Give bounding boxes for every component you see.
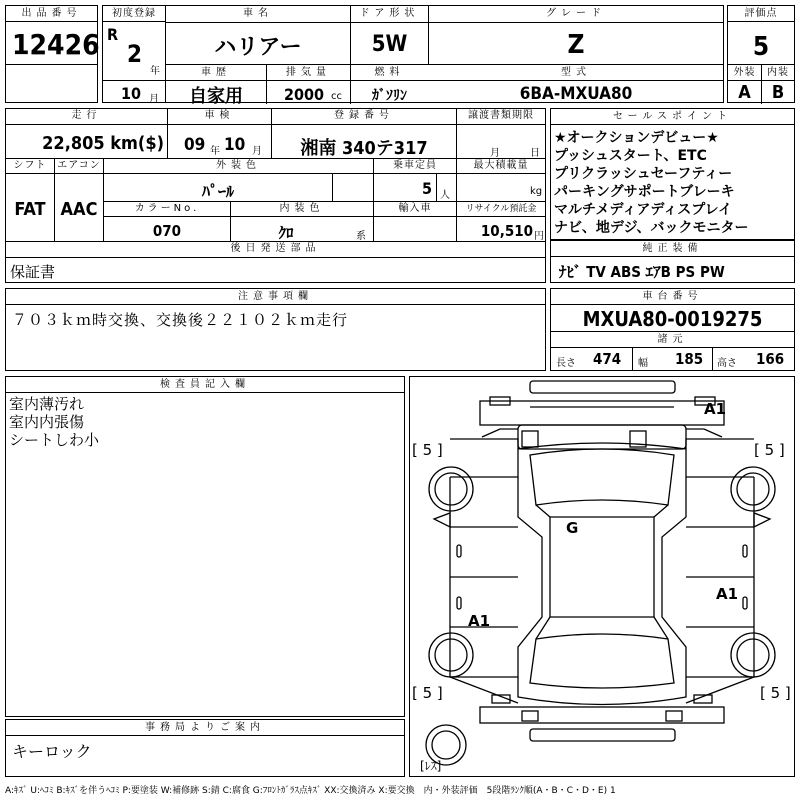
chassis-box <box>550 288 795 371</box>
list-item: プッシュスタート、ETC <box>554 148 707 164</box>
int-color-label: 内装色 <box>279 203 325 214</box>
header-grid <box>165 5 724 107</box>
car-diagram <box>410 377 794 776</box>
parts-label: 後日発送部品 <box>230 243 321 254</box>
chassis-label: 車台番号 <box>551 289 794 305</box>
mileage: 22,805 km($) <box>42 133 164 154</box>
plate: 湘南 340テ317 <box>300 138 428 159</box>
inspector-box <box>5 376 405 717</box>
width: 185 <box>675 350 704 368</box>
length-label: 長さ <box>556 358 576 369</box>
history: 自家用 <box>189 86 243 107</box>
grade: Z <box>567 30 585 60</box>
equipment-label: 純正装備 <box>551 241 794 257</box>
displacement-label: 排気量 <box>286 67 331 78</box>
parts-value: 保証書 <box>10 263 56 281</box>
tire-rear-left: [ 5 ] <box>412 684 443 702</box>
load-label: 最大積載量 <box>473 160 529 171</box>
ac-label: エアコン <box>57 160 101 171</box>
damage-mark-glass: G <box>566 519 579 537</box>
lot-label: 出品番号 <box>6 6 97 22</box>
displacement-unit: cc <box>331 91 342 102</box>
shift-label: シフト <box>13 160 47 171</box>
inspector-notes <box>9 395 99 449</box>
caution-value: ７０３ｋｍ時交換、交換後２２１０２ｋｍ走行 <box>12 311 349 329</box>
fuel-label: 燃料 <box>374 67 405 78</box>
recycle-fee: 10,510 <box>480 222 533 240</box>
inspector-label: 検査員記入欄 <box>6 377 404 393</box>
interior-color: ｸﾛ <box>278 224 294 242</box>
list-item: プリクラッシュセーフティー <box>554 166 733 182</box>
tire-rear-right: [ 5 ] <box>760 684 791 702</box>
int-color-unit: 系 <box>356 231 366 242</box>
door-type: 5W <box>371 32 408 57</box>
tire-front-left: [ 5 ] <box>412 441 443 459</box>
import-label: 輸入車 <box>398 203 432 214</box>
month-unit: 月 <box>149 94 159 105</box>
list-item: マルチメディアディスプレイ <box>554 202 732 218</box>
tire-front-right: [ 5 ] <box>754 441 785 459</box>
transfer-day: 日 <box>530 148 540 159</box>
list-item: シートしわ小 <box>9 431 100 449</box>
equipment-value: ﾅﾋﾞ TV ABS ｴｱB PS PW <box>559 263 725 281</box>
caution-label: 注意事項欄 <box>6 289 545 305</box>
reg-month: 10 <box>121 84 142 103</box>
specs-label: 諸元 <box>551 332 794 348</box>
first-registration-label: 初度登録 <box>103 6 165 22</box>
caution-box <box>5 288 546 371</box>
transfer-label: 譲渡書類期限 <box>468 110 534 121</box>
capacity-unit: 人 <box>440 190 450 201</box>
score-label: 評価点 <box>728 6 794 22</box>
list-item: ★オークションデビュー★ <box>554 130 719 146</box>
damage-mark-left: A1 <box>468 612 491 630</box>
office-value: キーロック <box>12 742 92 761</box>
office-label: 事務局よりご案内 <box>6 720 404 736</box>
shift: FAT <box>14 199 46 220</box>
width-label: 幅 <box>638 358 648 369</box>
reg-year: 2 <box>127 40 143 68</box>
first-registration-box <box>102 5 166 103</box>
car-name: ハリアー <box>214 35 302 60</box>
length: 474 <box>593 350 622 368</box>
int-grade: B <box>771 82 785 103</box>
fuel: ｶﾞｿﾘﾝ <box>372 88 407 104</box>
sales-points-list <box>554 129 748 237</box>
transfer-month: 月 <box>490 148 500 159</box>
displacement: 2000 <box>284 85 325 104</box>
height-label: 高さ <box>717 358 737 369</box>
list-item: 室内薄汚れ <box>9 395 85 413</box>
grade-label: グレード <box>546 8 606 19</box>
sales-points-box <box>550 108 795 240</box>
spare-tire: [ﾚｽ] <box>420 759 442 773</box>
damage-mark-right: A1 <box>716 585 739 603</box>
height: 166 <box>756 350 785 368</box>
color-label: 外装色 <box>216 160 261 171</box>
score-box <box>727 5 795 103</box>
car-diagram-box <box>409 376 795 777</box>
load-unit: kg <box>530 186 543 197</box>
list-item: パーキングサポートブレーキ <box>554 184 735 200</box>
color-number: 070 <box>152 222 182 240</box>
legend: A:ｷｽﾞ U:ﾍｺﾐ B:ｷｽﾞを伴うﾍｺﾐ P:要塗装 W:補修跡 S:錆 C:腐食 G:ﾌﾛﾝﾄｶﾞﾗｽ点ｷｽﾞ XX:交換済み X:要交換 内・外装評価 5段階ﾗﾝｸ順(A・B・C・D・E) 1 <box>5 786 616 796</box>
sales-points-label: セールスポイント <box>551 109 794 125</box>
history-label: 車歴 <box>201 67 231 78</box>
insp-month-unit: 月 <box>252 146 262 157</box>
plate-label: 登録番号 <box>334 110 394 121</box>
insp-month: 10 <box>224 135 246 155</box>
model-code: 6BA-MXUA80 <box>519 84 633 104</box>
mileage-label: 走行 <box>71 110 102 121</box>
ac: AAC <box>60 199 98 220</box>
door-label: ドア形状 <box>359 8 420 19</box>
inspection-label: 車検 <box>204 110 235 121</box>
recycle-unit: 円 <box>534 231 544 242</box>
era: R <box>107 25 119 44</box>
color-no-label: カラーNo. <box>134 203 200 214</box>
capacity-label: 乗車定員 <box>393 160 437 171</box>
damage-mark-front: A1 <box>704 400 727 418</box>
ext-label: 外装 <box>733 67 756 78</box>
list-item: ナビ、地デジ、バックモニター <box>554 220 749 236</box>
chassis-number: MXUA80-0019275 <box>582 307 763 331</box>
score: 5 <box>752 32 770 62</box>
ext-grade: A <box>738 82 751 103</box>
insp-year-unit: 年 <box>210 146 220 157</box>
exterior-color: ﾊﾟｰﾙ <box>201 182 234 201</box>
capacity: 5 <box>421 179 432 198</box>
year-unit: 年 <box>150 66 160 77</box>
details-grid <box>5 108 546 283</box>
list-item: 室内内張傷 <box>9 413 85 431</box>
office-box <box>5 719 405 777</box>
insp-year: 09 <box>184 135 206 155</box>
model-label: 型式 <box>561 67 591 78</box>
lot-box <box>5 5 98 103</box>
lot-number: 12426 <box>12 28 100 61</box>
int-label: 内装 <box>767 67 789 78</box>
car-name-label: 車名 <box>243 8 273 19</box>
recycle-label: リサイクル預託金 <box>465 204 537 214</box>
equipment-box <box>550 240 795 283</box>
